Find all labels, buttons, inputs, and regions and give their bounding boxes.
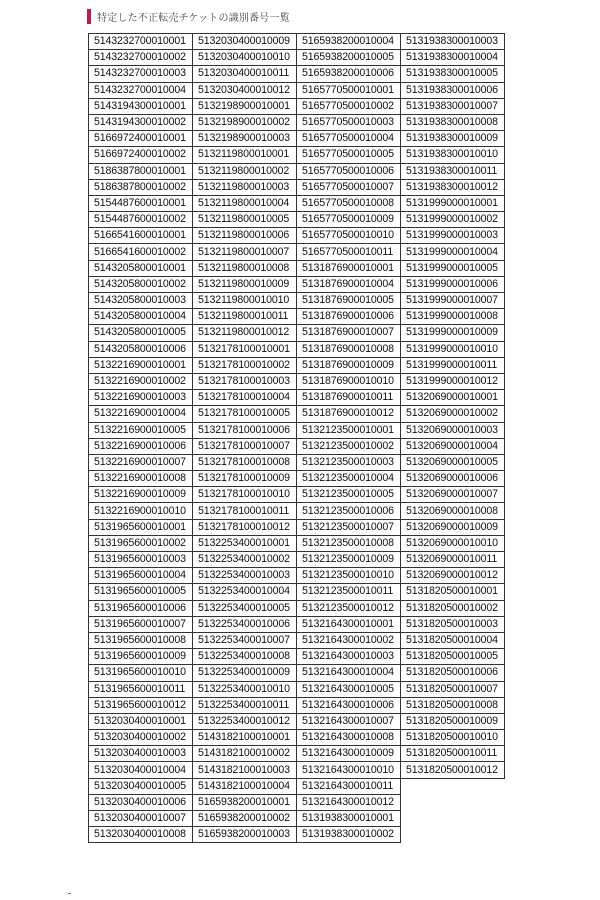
- ticket-id-cell: [401, 778, 505, 794]
- ticket-id-cell: 5132178100010001: [193, 341, 297, 357]
- table-row: [89, 406, 505, 422]
- ticket-id-cell: 5143182100010002: [193, 746, 297, 762]
- ticket-id-cell: 5131820500010002: [401, 600, 505, 616]
- ticket-id-cell: 5143205800010006: [89, 341, 193, 357]
- table-row: [89, 228, 505, 244]
- ticket-id-cell: 5131820500010001: [401, 584, 505, 600]
- ticket-id-cell: 5165938200010001: [193, 794, 297, 810]
- ticket-id-cell: 5131876900010010: [297, 373, 401, 389]
- ticket-id-cell: 5132030400010012: [193, 82, 297, 98]
- ticket-id-cell: 5131965600010002: [89, 535, 193, 551]
- ticket-id-cell: 5131876900010008: [297, 341, 401, 357]
- ticket-id-cell: 5131820500010006: [401, 665, 505, 681]
- ticket-id-cell: 5131999000010008: [401, 309, 505, 325]
- page-heading: [87, 9, 290, 24]
- ticket-id-cell: 5143232700010003: [89, 66, 193, 82]
- ticket-id-cell: 5143205800010003: [89, 293, 193, 309]
- ticket-id-cell: 5132123500010002: [297, 438, 401, 454]
- ticket-id-cell: 5132119800010012: [193, 325, 297, 341]
- ticket-id-cell: 5131965600010003: [89, 552, 193, 568]
- ticket-id-cell: 5131938300010006: [401, 82, 505, 98]
- ticket-id-cell: 5131820500010012: [401, 762, 505, 778]
- ticket-id-cell: 5131876900010011: [297, 390, 401, 406]
- table-row: [89, 762, 505, 778]
- ticket-id-cell: 5131820500010005: [401, 649, 505, 665]
- ticket-id-cell: 5131820500010003: [401, 616, 505, 632]
- ticket-id-cell: 5132069000010002: [401, 406, 505, 422]
- ticket-id-cell: 5131876900010012: [297, 406, 401, 422]
- ticket-id-cell: 5132119800010007: [193, 244, 297, 260]
- ticket-id-cell: 5131999000010004: [401, 244, 505, 260]
- ticket-id-cell: 5132119800010006: [193, 228, 297, 244]
- ticket-id-cell: 5131965600010007: [89, 616, 193, 632]
- ticket-id-cell: 5132178100010009: [193, 471, 297, 487]
- ticket-id-cell: 5132069000010011: [401, 552, 505, 568]
- table-row: [89, 357, 505, 373]
- table-row: [89, 179, 505, 195]
- ticket-id-cell: 5132069000010009: [401, 519, 505, 535]
- ticket-id-cell: 5131999000010006: [401, 276, 505, 292]
- ticket-id-cell: 5132119800010009: [193, 276, 297, 292]
- ticket-id-cell: 5165938200010003: [193, 827, 297, 843]
- ticket-id-cell: 5132030400010010: [193, 50, 297, 66]
- ticket-id-cell: 5132164300010002: [297, 632, 401, 648]
- table-row: [89, 454, 505, 470]
- table-row: [89, 713, 505, 729]
- ticket-id-cell: 5154487600010002: [89, 212, 193, 228]
- ticket-id-cell: 5132123500010003: [297, 454, 401, 470]
- ticket-id-cell: 5131999000010011: [401, 357, 505, 373]
- ticket-id-cell: 5165938200010004: [297, 34, 401, 50]
- ticket-id-cell: 5165770500010007: [297, 179, 401, 195]
- ticket-id-cell: 5132123500010010: [297, 568, 401, 584]
- ticket-id-cell: 5165770500010011: [297, 244, 401, 260]
- table-row: [89, 195, 505, 211]
- ticket-id-cell: 5132216900010009: [89, 487, 193, 503]
- ticket-id-cell: 5132164300010010: [297, 762, 401, 778]
- table-row: [89, 438, 505, 454]
- ticket-id-cell: 5131938300010009: [401, 131, 505, 147]
- table-row: [89, 535, 505, 551]
- ticket-id-cell: 5132069000010007: [401, 487, 505, 503]
- ticket-id-cell: 5132178100010005: [193, 406, 297, 422]
- table-row: [89, 34, 505, 50]
- ticket-id-cell: 5132030400010008: [89, 827, 193, 843]
- ticket-id-cell: 5131876900010007: [297, 325, 401, 341]
- ticket-id-cell: 5143182100010003: [193, 762, 297, 778]
- ticket-id-cell: 5132198900010001: [193, 98, 297, 114]
- ticket-id-cell: 5165770500010004: [297, 131, 401, 147]
- table-row: [89, 811, 505, 827]
- ticket-id-cell: 5132253400010011: [193, 697, 297, 713]
- table-row: [89, 778, 505, 794]
- ticket-id-cell: 5132178100010003: [193, 373, 297, 389]
- ticket-id-cell: 5132164300010004: [297, 665, 401, 681]
- ticket-id-cell: 5143194300010001: [89, 98, 193, 114]
- ticket-id-cell: 5131938300010002: [297, 827, 401, 843]
- ticket-id-cell: 5132216900010003: [89, 390, 193, 406]
- table-row: [89, 503, 505, 519]
- table-row: [89, 341, 505, 357]
- ticket-id-cell: 5132030400010004: [89, 762, 193, 778]
- ticket-id-cell: 5131999000010005: [401, 260, 505, 276]
- ticket-id-cell: 5132253400010001: [193, 535, 297, 551]
- ticket-id-cell: [401, 794, 505, 810]
- ticket-id-cell: 5131938300010004: [401, 50, 505, 66]
- ticket-id-cell: 5165770500010006: [297, 163, 401, 179]
- ticket-id-cell: 5132123500010001: [297, 422, 401, 438]
- ticket-id-cell: 5132216900010006: [89, 438, 193, 454]
- ticket-id-cell: 5132216900010005: [89, 422, 193, 438]
- ticket-id-cell: 5143205800010001: [89, 260, 193, 276]
- ticket-id-cell: 5132253400010012: [193, 713, 297, 729]
- table-row: [89, 66, 505, 82]
- stray-mark: [68, 893, 71, 894]
- ticket-id-cell: 5132123500010007: [297, 519, 401, 535]
- ticket-id-cell: 5165770500010010: [297, 228, 401, 244]
- table-row: [89, 373, 505, 389]
- ticket-id-cell: 5132119800010005: [193, 212, 297, 228]
- ticket-id-cell: 5132216900010002: [89, 373, 193, 389]
- ticket-id-cell: 5154487600010001: [89, 195, 193, 211]
- table-row: [89, 568, 505, 584]
- ticket-id-cell: 5132119800010010: [193, 293, 297, 309]
- ticket-id-cell: 5132119800010008: [193, 260, 297, 276]
- ticket-id-cell: [401, 827, 505, 843]
- ticket-id-cell: 5131876900010005: [297, 293, 401, 309]
- ticket-id-cell: 5132178100010010: [193, 487, 297, 503]
- ticket-id-cell: 5132123500010011: [297, 584, 401, 600]
- table-row: [89, 98, 505, 114]
- ticket-id-cell: 5143182100010001: [193, 730, 297, 746]
- ticket-id-cell: 5132216900010001: [89, 357, 193, 373]
- ticket-id-cell: 5132253400010009: [193, 665, 297, 681]
- ticket-id-cell: 5132178100010006: [193, 422, 297, 438]
- ticket-id-cell: 5131999000010002: [401, 212, 505, 228]
- ticket-id-cell: 5143182100010004: [193, 778, 297, 794]
- ticket-id-cell: 5166972400010001: [89, 131, 193, 147]
- ticket-id-cell: 5131820500010004: [401, 632, 505, 648]
- table-row: [89, 487, 505, 503]
- table-row: [89, 212, 505, 228]
- ticket-id-cell: 5132178100010011: [193, 503, 297, 519]
- table-row: [89, 649, 505, 665]
- ticket-id-cell: 5131820500010008: [401, 697, 505, 713]
- table-row: [89, 681, 505, 697]
- ticket-id-cell: 5132123500010006: [297, 503, 401, 519]
- ticket-id-cell: 5132119800010004: [193, 195, 297, 211]
- ticket-id-cell: 5131820500010007: [401, 681, 505, 697]
- ticket-id-cell: 5131876900010009: [297, 357, 401, 373]
- ticket-id-cell: 5132119800010002: [193, 163, 297, 179]
- ticket-id-cell: 5131965600010010: [89, 665, 193, 681]
- ticket-id-cell: 5132030400010002: [89, 730, 193, 746]
- table-row: [89, 276, 505, 292]
- ticket-id-cell: 5132253400010008: [193, 649, 297, 665]
- ticket-id-cell: 5132069000010003: [401, 422, 505, 438]
- ticket-id-cell: 5166972400010002: [89, 147, 193, 163]
- ticket-id-cell: 5131999000010001: [401, 195, 505, 211]
- table-row: [89, 82, 505, 98]
- page-title: 特定した不正転売チケットの識別番号一覧: [97, 13, 290, 24]
- ticket-id-cell: 5132164300010007: [297, 713, 401, 729]
- ticket-id-cell: 5165770500010009: [297, 212, 401, 228]
- ticket-id-cell: 5132069000010004: [401, 438, 505, 454]
- ticket-id-cell: 5131876900010004: [297, 276, 401, 292]
- ticket-id-cell: 5131820500010010: [401, 730, 505, 746]
- ticket-id-cell: 5131965600010004: [89, 568, 193, 584]
- table-row: [89, 114, 505, 130]
- ticket-id-cell: 5131938300010012: [401, 179, 505, 195]
- ticket-id-cell: 5132178100010012: [193, 519, 297, 535]
- ticket-id-cell: 5132253400010004: [193, 584, 297, 600]
- ticket-id-cell: 5132030400010009: [193, 34, 297, 50]
- ticket-id-cell: 5132123500010012: [297, 600, 401, 616]
- ticket-id-cell: 5132123500010005: [297, 487, 401, 503]
- ticket-id-cell: 5166541600010002: [89, 244, 193, 260]
- table-row: [89, 260, 505, 276]
- table-row: [89, 632, 505, 648]
- ticket-id-cell: 5132253400010007: [193, 632, 297, 648]
- ticket-id-cell: 5143232700010001: [89, 34, 193, 50]
- ticket-id-cell: 5131965600010011: [89, 681, 193, 697]
- ticket-id-cell: 5165770500010001: [297, 82, 401, 98]
- ticket-id-cell: 5132164300010011: [297, 778, 401, 794]
- table-row: [89, 422, 505, 438]
- ticket-id-cell: 5131938300010005: [401, 66, 505, 82]
- ticket-id-cell: 5131965600010009: [89, 649, 193, 665]
- ticket-id-cell: 5131938300010003: [401, 34, 505, 50]
- ticket-id-cell: 5132030400010003: [89, 746, 193, 762]
- ticket-id-cell: 5131820500010011: [401, 746, 505, 762]
- ticket-id-cell: 5132178100010007: [193, 438, 297, 454]
- ticket-id-cell: 5132253400010010: [193, 681, 297, 697]
- table-row: [89, 746, 505, 762]
- ticket-id-cell: 5132123500010008: [297, 535, 401, 551]
- table-row: [89, 552, 505, 568]
- ticket-id-cell: 5132069000010001: [401, 390, 505, 406]
- ticket-id-cell: 5165938200010005: [297, 50, 401, 66]
- table-row: [89, 584, 505, 600]
- ticket-id-cell: 5132216900010008: [89, 471, 193, 487]
- table-row: [89, 163, 505, 179]
- ticket-id-cell: 5132069000010006: [401, 471, 505, 487]
- table-row: [89, 390, 505, 406]
- table-row: [89, 293, 505, 309]
- ticket-id-cell: 5132030400010001: [89, 713, 193, 729]
- ticket-id-cell: 5132069000010005: [401, 454, 505, 470]
- ticket-id-cell: 5132216900010010: [89, 503, 193, 519]
- table-row: [89, 665, 505, 681]
- ticket-id-cell: 5165938200010006: [297, 66, 401, 82]
- ticket-id-cell: 5143205800010004: [89, 309, 193, 325]
- ticket-id-cell: 5132253400010005: [193, 600, 297, 616]
- ticket-id-cell: 5132178100010004: [193, 390, 297, 406]
- ticket-id-cell: 5131965600010008: [89, 632, 193, 648]
- ticket-id-cell: 5132198900010003: [193, 131, 297, 147]
- ticket-id-cell: 5131938300010008: [401, 114, 505, 130]
- ticket-id-cell: 5131938300010007: [401, 98, 505, 114]
- ticket-id-cell: 5131999000010012: [401, 373, 505, 389]
- ticket-id-cell: 5143194300010002: [89, 114, 193, 130]
- table-row: [89, 309, 505, 325]
- ticket-id-cell: 5132119800010001: [193, 147, 297, 163]
- ticket-id-cell: 5132164300010006: [297, 697, 401, 713]
- ticket-id-cell: 5132123500010009: [297, 552, 401, 568]
- ticket-id-cell: 5132164300010001: [297, 616, 401, 632]
- table-row: [89, 471, 505, 487]
- table-row: [89, 697, 505, 713]
- ticket-id-cell: 5143205800010005: [89, 325, 193, 341]
- ticket-id-cell: 5132253400010003: [193, 568, 297, 584]
- ticket-id-cell: 5143232700010004: [89, 82, 193, 98]
- ticket-id-cell: 5131965600010012: [89, 697, 193, 713]
- ticket-id-cell: 5132216900010007: [89, 454, 193, 470]
- ticket-id-cell: 5132030400010006: [89, 794, 193, 810]
- ticket-id-cell: 5132030400010011: [193, 66, 297, 82]
- ticket-id-cell: 5131965600010005: [89, 584, 193, 600]
- table-row: [89, 147, 505, 163]
- ticket-id-cell: 5132164300010012: [297, 794, 401, 810]
- ticket-id-cell: 5132178100010008: [193, 454, 297, 470]
- ticket-id-cell: 5132069000010012: [401, 568, 505, 584]
- table-row: [89, 616, 505, 632]
- ticket-id-cell: 5166541600010001: [89, 228, 193, 244]
- ticket-id-cell: 5165938200010002: [193, 811, 297, 827]
- ticket-id-table: [88, 33, 505, 843]
- ticket-id-cell: 5132123500010004: [297, 471, 401, 487]
- ticket-id-cell: 5131999000010003: [401, 228, 505, 244]
- ticket-id-cell: 5131876900010001: [297, 260, 401, 276]
- table-row: [89, 519, 505, 535]
- table-row: [89, 600, 505, 616]
- table-row: [89, 50, 505, 66]
- ticket-id-cell: 5165770500010005: [297, 147, 401, 163]
- ticket-id-cell: 5132198900010002: [193, 114, 297, 130]
- ticket-id-cell: 5132119800010003: [193, 179, 297, 195]
- table-row: [89, 730, 505, 746]
- ticket-id-cell: 5131938300010010: [401, 147, 505, 163]
- table-row: [89, 325, 505, 341]
- ticket-id-cell: 5132030400010007: [89, 811, 193, 827]
- ticket-id-table-body: [89, 34, 505, 843]
- table-row: [89, 244, 505, 260]
- ticket-id-cell: 5132216900010004: [89, 406, 193, 422]
- ticket-id-cell: 5186387800010001: [89, 163, 193, 179]
- table-row: [89, 827, 505, 843]
- ticket-id-cell: 5143205800010002: [89, 276, 193, 292]
- ticket-id-cell: 5131820500010009: [401, 713, 505, 729]
- ticket-id-cell: 5132253400010006: [193, 616, 297, 632]
- ticket-id-cell: 5131965600010006: [89, 600, 193, 616]
- ticket-id-cell: 5132119800010011: [193, 309, 297, 325]
- ticket-id-cell: 5132164300010008: [297, 730, 401, 746]
- ticket-id-cell: 5131938300010011: [401, 163, 505, 179]
- accent-bar: [87, 9, 91, 24]
- ticket-id-cell: 5132069000010008: [401, 503, 505, 519]
- ticket-id-cell: 5165770500010003: [297, 114, 401, 130]
- ticket-id-cell: 5131999000010009: [401, 325, 505, 341]
- table-row: [89, 131, 505, 147]
- ticket-id-cell: 5132253400010002: [193, 552, 297, 568]
- ticket-id-cell: 5165770500010002: [297, 98, 401, 114]
- ticket-id-cell: 5131999000010010: [401, 341, 505, 357]
- ticket-id-cell: 5132164300010003: [297, 649, 401, 665]
- ticket-id-cell: 5132069000010010: [401, 535, 505, 551]
- ticket-id-cell: 5132164300010009: [297, 746, 401, 762]
- ticket-id-cell: [401, 811, 505, 827]
- ticket-id-cell: 5132178100010002: [193, 357, 297, 373]
- ticket-id-cell: 5165770500010008: [297, 195, 401, 211]
- ticket-id-cell: 5131999000010007: [401, 293, 505, 309]
- ticket-id-cell: 5132030400010005: [89, 778, 193, 794]
- table-row: [89, 794, 505, 810]
- ticket-id-cell: 5186387800010002: [89, 179, 193, 195]
- ticket-id-cell: 5131876900010006: [297, 309, 401, 325]
- ticket-id-cell: 5132164300010005: [297, 681, 401, 697]
- ticket-id-cell: 5131938300010001: [297, 811, 401, 827]
- ticket-id-cell: 5131965600010001: [89, 519, 193, 535]
- ticket-id-cell: 5143232700010002: [89, 50, 193, 66]
